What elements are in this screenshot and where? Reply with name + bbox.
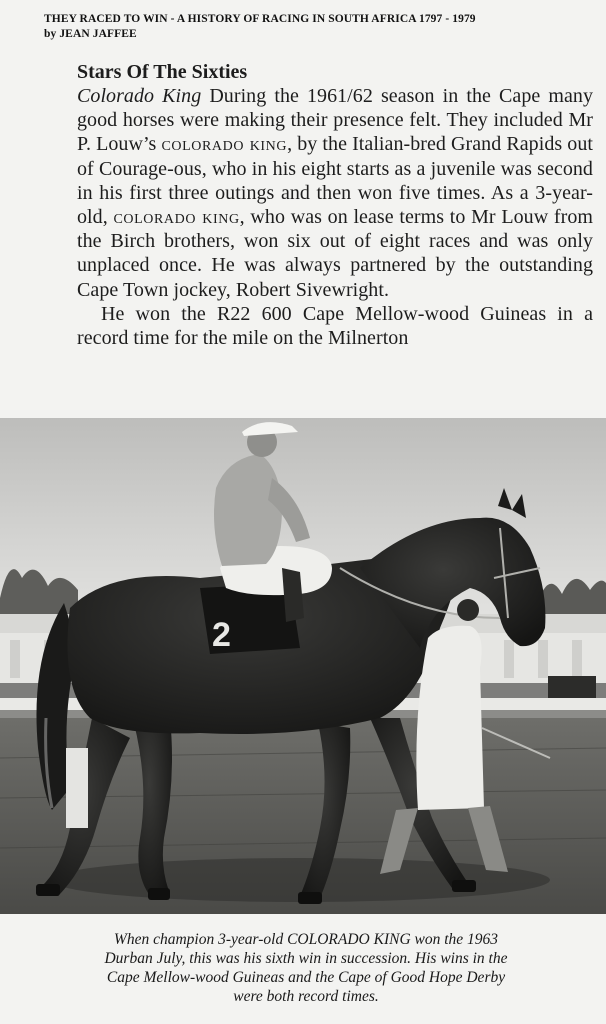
section-title: Stars Of The Sixties bbox=[77, 61, 248, 83]
paragraph-2: He won the R22 600 Cape Mellow-wood Guineas in a record time for the mile on the Milnerton bbox=[77, 302, 593, 350]
horse-name-smallcaps: colorado king bbox=[113, 206, 240, 229]
saddlecloth-number: 2 bbox=[212, 616, 231, 654]
author-line: by JEAN JAFFEE bbox=[44, 28, 137, 40]
racehorse-photo bbox=[0, 418, 606, 914]
article bbox=[77, 60, 593, 350]
paragraph-1-text-b: , by the Italian-bred Grand Rapids out of Courage-ous, who in his eight starts as a juvenile was second in his first three outings and then won five times. As a 3-year-old, bbox=[77, 133, 593, 229]
racehorse-illustration bbox=[0, 418, 606, 914]
paragraph-1-text-a: During the 1961/62 season in the Cape many good horses were making their presence felt. They included Mr P. Louw’s bbox=[77, 85, 593, 156]
photo-caption: When champion 3-year-old COLORADO KING won the 1963 Durban July, this was his sixth win in succession. His wins in the Cape Mellow-wood Guineas and the Cape of Good Hope Derby were both record times. bbox=[104, 931, 508, 1005]
paragraph-1 bbox=[77, 84, 593, 302]
book-title: THEY RACED TO WIN - A HISTORY OF RACING IN SOUTH AFRICA 1797 - 1979 bbox=[44, 13, 476, 25]
paragraph-1-text-c: , who was on lease terms to Mr Louw from the Birch brothers, won six out of eight races and was only unplaced once. He was always partnered by the outstanding Cape Town jockey, Robert Sivewright. bbox=[77, 206, 593, 301]
horse-name-smallcaps: colorado king bbox=[161, 133, 288, 156]
running-head bbox=[44, 12, 476, 42]
lead-horse-name: Colorado King bbox=[77, 85, 202, 107]
